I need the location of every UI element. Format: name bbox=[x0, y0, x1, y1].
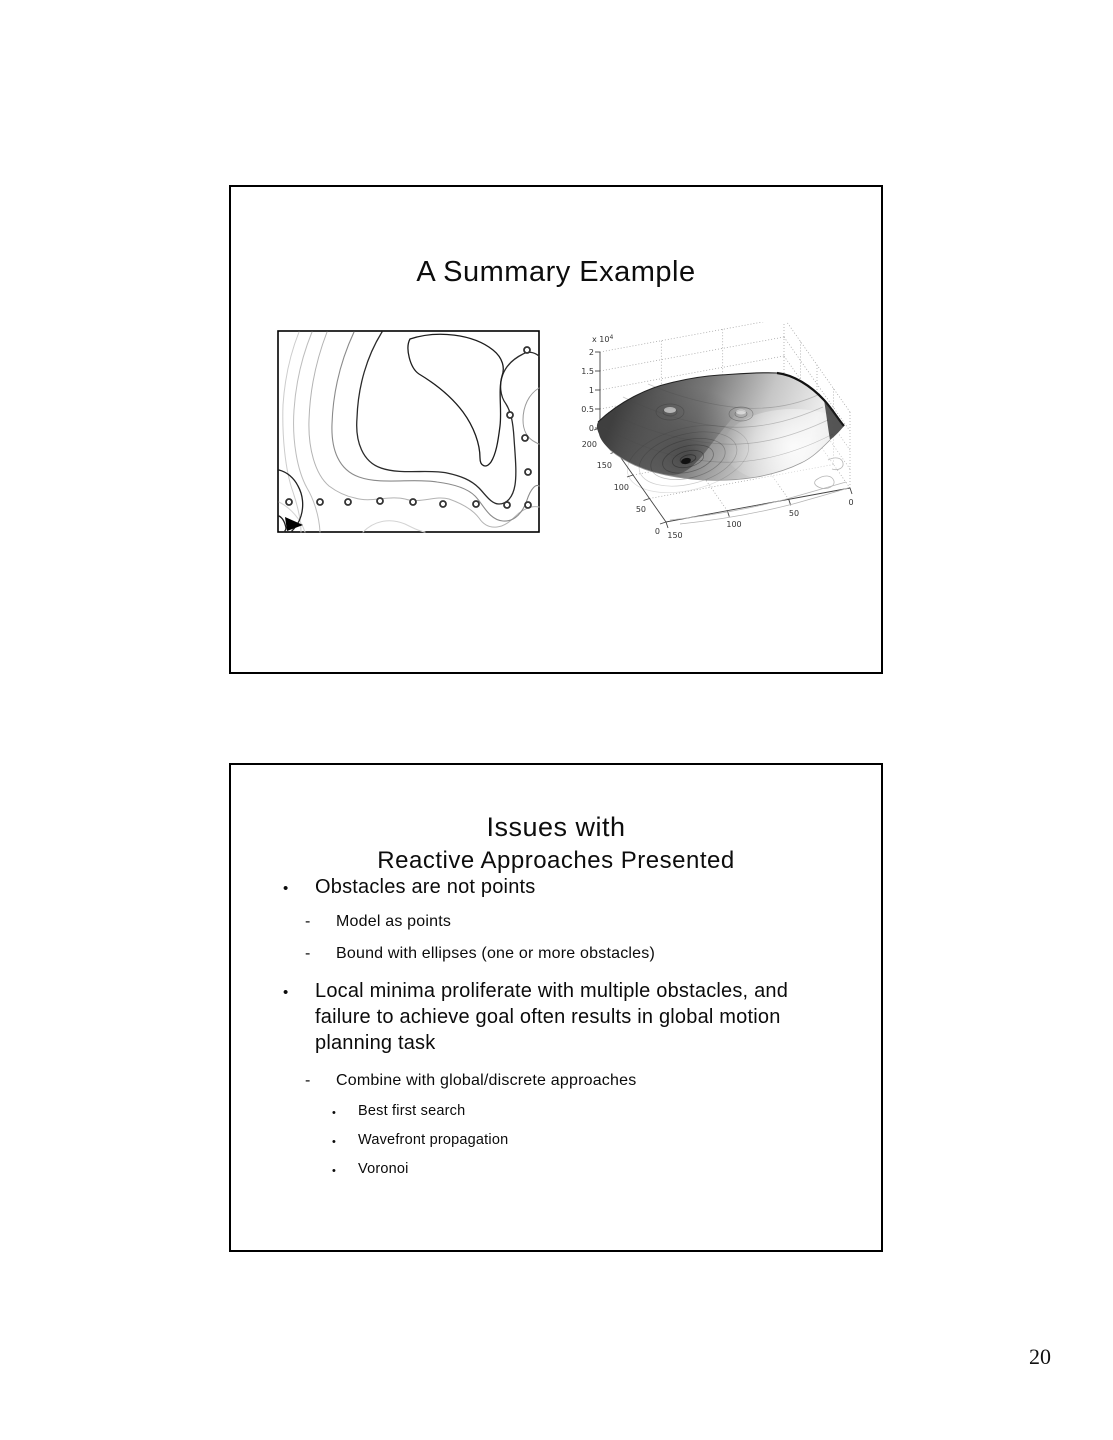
bullet-bound-with-ellipses bbox=[305, 944, 655, 964]
slide2-title-line2: Reactive Approaches Presented bbox=[377, 847, 735, 874]
bullet-marker: • bbox=[332, 1165, 336, 1177]
bullet-model-as-points bbox=[305, 912, 451, 932]
bullet-text: Obstacles are not points bbox=[315, 876, 536, 898]
bullet-obstacles-not-points bbox=[283, 874, 535, 902]
bullet-text: Voronoi bbox=[358, 1161, 409, 1177]
svg-text:0.5: 0.5 bbox=[581, 405, 594, 414]
bullet-text: Model as points bbox=[336, 913, 452, 930]
dash-marker: - bbox=[305, 913, 311, 930]
bullet-marker: • bbox=[283, 984, 289, 1001]
bullet-voronoi bbox=[332, 1160, 409, 1180]
bullet-local-minima bbox=[283, 978, 830, 1056]
surface-plot-figure bbox=[578, 322, 883, 567]
slide2-title-line1: Issues with bbox=[486, 812, 626, 843]
svg-text:150: 150 bbox=[596, 461, 612, 470]
contour-plot-figure bbox=[277, 330, 540, 533]
page-number: 20 bbox=[1029, 1344, 1051, 1369]
dash-marker: - bbox=[305, 945, 311, 962]
bullet-marker: • bbox=[332, 1136, 336, 1148]
svg-text:0: 0 bbox=[654, 527, 660, 536]
svg-text:50: 50 bbox=[788, 509, 800, 518]
bullet-text: Local minima proliferate with multiple obstacles, and failure to achieve goal often results in global motion planning task bbox=[315, 980, 789, 1054]
bullet-text: Best first search bbox=[358, 1103, 466, 1119]
z-scale-label: x $10^4$ bbox=[592, 334, 614, 344]
surface-mesh bbox=[597, 373, 863, 504]
bullet-wavefront-propagation bbox=[332, 1131, 508, 1151]
bullet-best-first-search bbox=[332, 1102, 465, 1122]
dash-marker: - bbox=[305, 1072, 311, 1089]
svg-text:200: 200 bbox=[581, 440, 597, 449]
bullet-marker: • bbox=[332, 1107, 336, 1119]
slide1-title: A Summary Example bbox=[416, 256, 696, 289]
bullet-text: Wavefront propagation bbox=[358, 1132, 509, 1148]
bullet-text: Bound with ellipses (one or more obstacles) bbox=[336, 945, 655, 962]
contour-plot bbox=[277, 330, 540, 533]
svg-text:150: 150 bbox=[667, 531, 683, 540]
bullet-text: Combine with global/discrete approaches bbox=[336, 1072, 637, 1089]
svg-text:1.5: 1.5 bbox=[581, 367, 594, 376]
svg-text:1: 1 bbox=[588, 386, 594, 395]
svg-text:2: 2 bbox=[588, 348, 594, 357]
svg-text:100: 100 bbox=[613, 483, 629, 492]
bullet-combine-global-discrete bbox=[305, 1071, 636, 1091]
surface-plot bbox=[578, 322, 883, 567]
slide-summary-example bbox=[229, 185, 883, 674]
svg-text:0: 0 bbox=[848, 498, 854, 507]
slide-issues-reactive bbox=[229, 763, 883, 1252]
bullet-marker: • bbox=[283, 880, 289, 897]
svg-text:0: 0 bbox=[588, 424, 594, 433]
svg-text:100: 100 bbox=[726, 520, 742, 529]
svg-text:50: 50 bbox=[635, 505, 646, 514]
